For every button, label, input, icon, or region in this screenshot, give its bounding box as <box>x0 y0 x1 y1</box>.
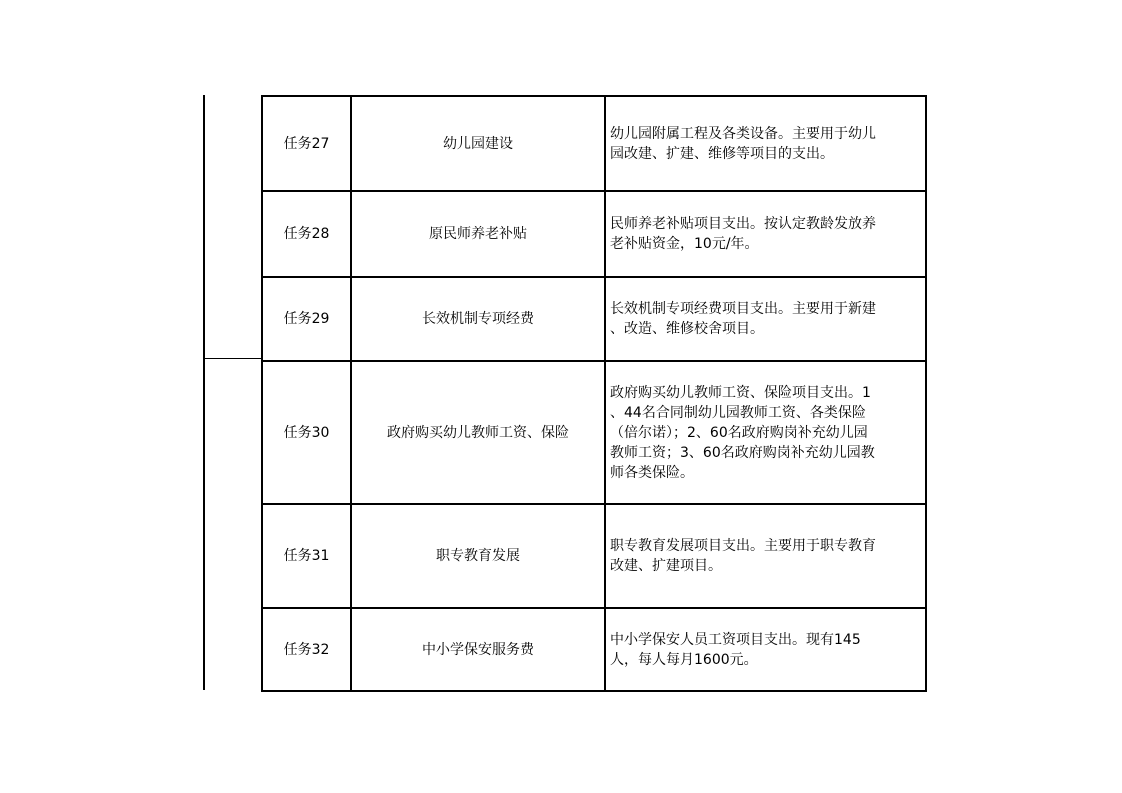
task-desc-cell <box>605 504 926 608</box>
desc-line: 民师养老补贴项目支出。按认定教龄发放养 <box>610 216 876 232</box>
table-row <box>262 96 926 191</box>
desc-line: 、改造、维修校舍项目。 <box>610 321 764 337</box>
task-desc-cell <box>605 191 926 277</box>
desc-line: 长效机制专项经费项目支出。主要用于新建 <box>610 301 876 317</box>
desc-line: 老补贴资金，10元/年。 <box>610 236 759 252</box>
task-desc-cell <box>605 277 926 361</box>
desc-line: 幼儿园附属工程及各类设备。主要用于幼儿 <box>610 125 876 142</box>
task-desc-cell <box>605 608 926 691</box>
task-id-cell: 任务32 <box>262 608 351 691</box>
task-desc-cell <box>605 96 926 191</box>
task-table <box>261 95 927 692</box>
task-id-cell: 任务27 <box>262 96 351 191</box>
task-name-cell: 职专教育发展 <box>351 504 605 608</box>
task-name-cell: 中小学保安服务费 <box>351 608 605 691</box>
table-row <box>262 504 926 608</box>
desc-line: 中小学保安人员工资项目支出。现有145 <box>610 631 861 648</box>
desc-line: 政府购买幼儿教师工资、保险项目支出。1 <box>610 384 871 401</box>
table-row <box>262 277 926 361</box>
table-row <box>262 191 926 277</box>
left-border-line <box>203 95 205 690</box>
task-id-cell: 任务31 <box>262 504 351 608</box>
task-id-cell: 任务30 <box>262 361 351 504</box>
desc-line: 改建、扩建项目。 <box>610 558 722 574</box>
category-separator-line <box>203 358 263 359</box>
table-row <box>262 361 926 504</box>
task-name-cell: 政府购买幼儿教师工资、保险 <box>351 361 605 504</box>
desc-line: 园改建、扩建、维修等项目的支出。 <box>610 145 834 162</box>
task-name-cell: 原民师养老补贴 <box>351 191 605 277</box>
desc-line: 职专教育发展项目支出。主要用于职专教育 <box>610 538 876 554</box>
desc-line: （倍尔诺）；2、60名政府购岗补充幼儿园 <box>610 424 868 441</box>
task-id-cell: 任务29 <box>262 277 351 361</box>
desc-line: 师各类保险。 <box>610 464 694 481</box>
task-name-cell: 长效机制专项经费 <box>351 277 605 361</box>
table-row <box>262 608 926 691</box>
task-name-cell: 幼儿园建设 <box>351 96 605 191</box>
task-id-cell: 任务28 <box>262 191 351 277</box>
desc-line: 教师工资；3、60名政府购岗补充幼儿园教 <box>610 444 875 461</box>
desc-line: 、44名合同制幼儿园教师工资、各类保险 <box>610 404 866 421</box>
desc-line: 人，每人每月1600元。 <box>610 651 758 668</box>
task-desc-cell <box>605 361 926 504</box>
